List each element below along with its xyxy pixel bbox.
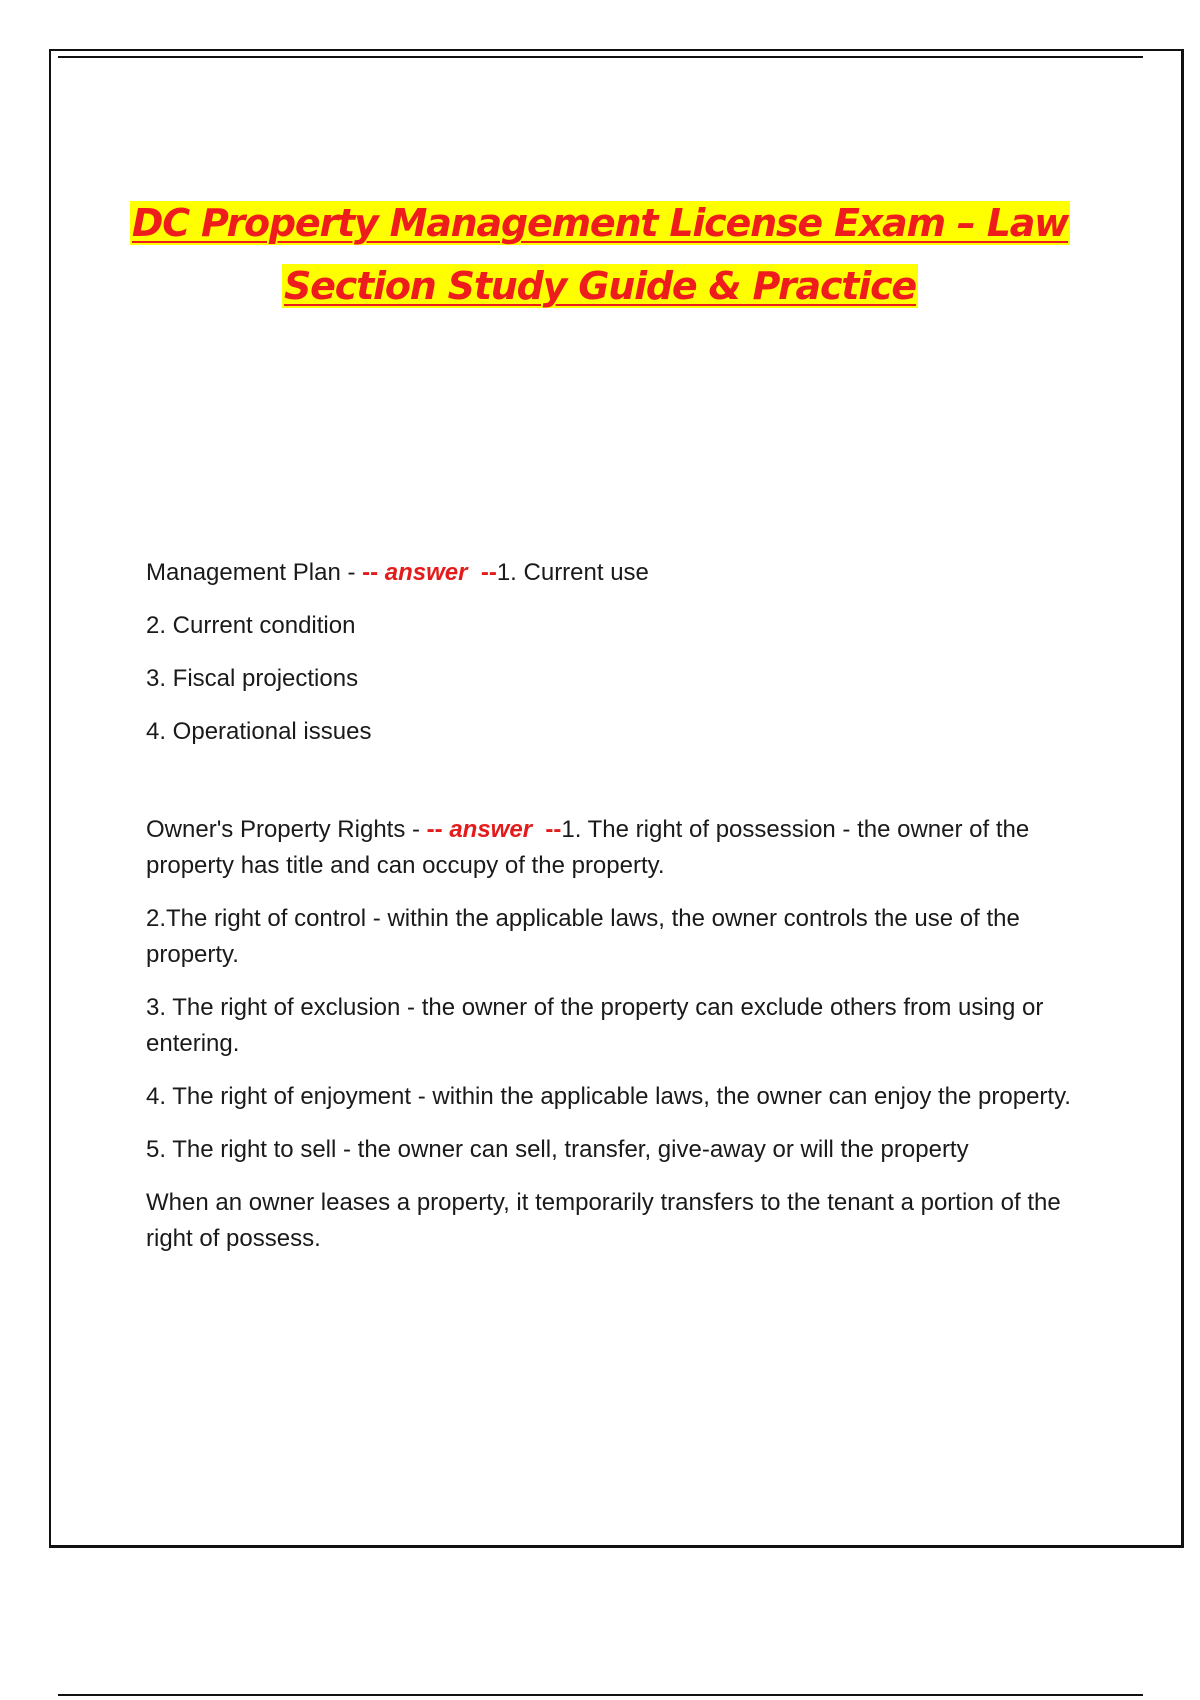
answer-marker: -- answer -- xyxy=(362,559,497,586)
qa-answer-line: 2. Current condition xyxy=(146,612,356,639)
top-rule xyxy=(58,56,1143,58)
qa-answer-line: 3. Fiscal projections xyxy=(146,665,359,692)
qa-answer-line: 2.The right of control - within the applicable laws, the owner controls the use of the property. xyxy=(146,905,1020,968)
document-title xyxy=(100,192,1100,318)
qa-term: Management Plan - xyxy=(146,559,363,586)
study-content xyxy=(146,555,1096,1274)
qa-question-line xyxy=(146,812,1096,884)
answer-marker: -- answer -- xyxy=(426,816,562,843)
bottom-rule xyxy=(58,1694,1143,1696)
qa-answer-line: 5. The right to sell - the owner can sell, transfer, give-away or will the property xyxy=(146,1136,969,1163)
title-line-2: Section Study Guide & Practice xyxy=(284,264,916,308)
qa-block-owners-property-rights xyxy=(146,812,1096,1257)
qa-answer-first: 1. Current use xyxy=(496,559,649,586)
qa-block-management-plan xyxy=(146,555,1096,750)
qa-answer-line: 4. The right of enjoyment - within the applicable laws, the owner can enjoy the property. xyxy=(146,1083,1071,1110)
title-line-1: DC Property Management License Exam – Law xyxy=(131,201,1069,245)
qa-term: Owner's Property Rights - xyxy=(146,816,427,843)
qa-question-line xyxy=(146,555,1096,591)
qa-answer-first: 1. The right of possession - the owner of the property has title and can occupy of the property. xyxy=(146,816,1030,879)
qa-answer-line: 4. Operational issues xyxy=(146,718,372,745)
section-spacer xyxy=(146,767,1096,812)
qa-answer-line: 3. The right of exclusion - the owner of the property can exclude others from using or entering. xyxy=(146,994,1044,1057)
qa-answer-line: When an owner leases a property, it temporarily transfers to the tenant a portion of the right of possess. xyxy=(146,1189,1061,1252)
